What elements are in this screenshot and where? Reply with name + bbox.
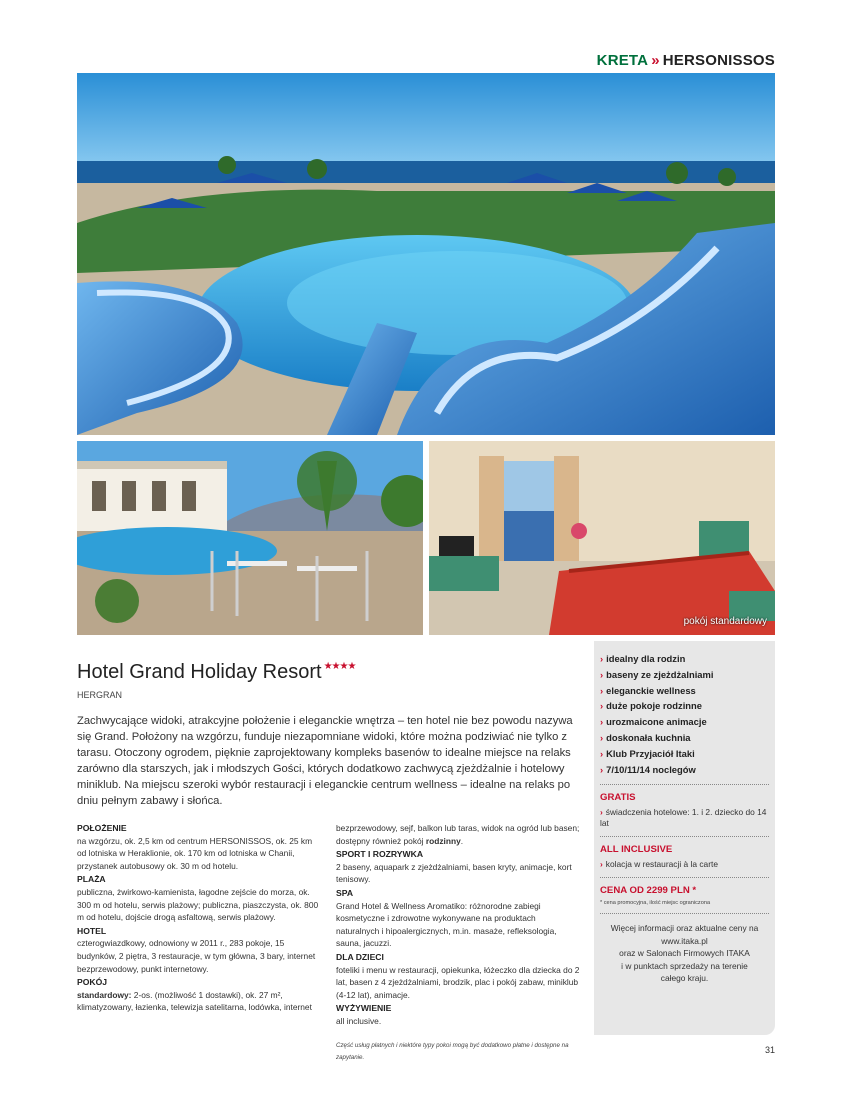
details-column-2	[336, 822, 580, 1066]
star-rating: ★★★★	[323, 661, 356, 672]
breadcrumb-separator: »	[651, 52, 660, 69]
hotel-title	[77, 661, 355, 684]
hotel-code: HERGRAN	[77, 690, 123, 700]
highlights-list	[600, 651, 769, 777]
photo-restaurant-terrace	[77, 441, 423, 635]
section-text-sport: 2 baseny, aquapark z zjeżdżalniami, basen kryty, animacje, kort tenisowy.	[336, 861, 572, 885]
section-title-spa: SPA	[336, 887, 354, 898]
divider	[600, 784, 769, 785]
highlight-item: › Klub Przyjaciół Itaki	[600, 747, 695, 759]
price-note: * cena promocyjna, ilość miejsc ograniczona	[600, 900, 711, 907]
section-title-pokoj: POKÓJ	[77, 977, 108, 988]
section-title-sport: SPORT I ROZRYWKA	[336, 849, 424, 860]
section-title-dzieci: DLA DZIECI	[336, 951, 384, 962]
room-type-label: standardowy:	[77, 989, 132, 1000]
photo-standard-room	[429, 441, 775, 635]
section-text-dzieci: foteliki i menu w restauracji, opiekunka, łóżeczko dla dziecka do 2 lat, basen z 4 zjeżdżalniami, brodzik, plac i pokój zabaw, miniklub (4-12 lat), animacje.	[336, 964, 580, 1000]
hotel-name: Hotel Grand Holiday Resort	[77, 661, 322, 683]
region-breadcrumb	[597, 52, 775, 69]
details-column-1	[77, 822, 321, 1015]
fine-print: Część usług płatnych i niektóre typy pokoi mogą być dodatkowo płatne i dostępne na zapytanie.	[336, 1041, 569, 1062]
divider	[600, 836, 769, 837]
chevron-right-icon: ›	[600, 763, 604, 775]
all-inclusive-heading: ALL INCLUSIVE	[600, 844, 673, 856]
gratis-text: › świadczenia hotelowe: 1. i 2. dziecko do 14 lat	[600, 807, 767, 829]
chevron-right-icon: ›	[600, 700, 604, 712]
section-text-spa: Grand Hotel & Wellness Aromatiko: różnorodne zabiegi kosmetyczne i zdrowotne wykonywane na produktach naturalnych i hipoalergicznych, m.in. masaże, refleksologia, sauna, jacuzzi.	[336, 900, 557, 949]
section-text-plaza: publiczna, żwirkowo-kamienista, łagodne zejście do morza, ok. 300 m od hotelu, serwis plażowy; publiczna, piaszczysta, ok. 800 m od hotelu, dojście drogą asfaltową, serwis plażowy.	[77, 886, 319, 923]
highlight-item: › duże pokoje rodzinne	[600, 700, 702, 712]
chevron-right-icon: ›	[600, 653, 604, 664]
room-description-continued: bezprzewodowy, sejf, balkon lub taras, widok na ogród lub basen; dostępny również pokój rodzinny.	[336, 823, 580, 846]
section-title-hotel: HOTEL	[77, 925, 107, 936]
website-link[interactable]: www.itaka.pl	[661, 935, 708, 946]
region-name: KRETA	[596, 52, 649, 69]
divider	[600, 913, 769, 914]
hotel-lead-paragraph: Zachwycające widoki, atrakcyjne położenie i eleganckie wnętrza – ten hotel nie bez powodu nazywa się Grand. Położony na wzgórzu, funduje niezapomniane widoki, które można podziwiać nie tylko z tarasu. Otoczony ogrodem, pięknie zaprojektowany kompleks basenów to idealne miejsce na relaks zarówno dla starszych, jak i młodszych Gości, których dodatkowo zachwycą zjeżdżalnie i hotelowy miniklub. Na miejscu szeroki wybór restauracji i eleganckie centrum wellness – idealne na relaks po dniu pełnym zabawy i słońca.	[77, 715, 573, 807]
chevron-right-icon: ›	[600, 716, 604, 728]
chevron-right-icon: ›	[600, 668, 604, 680]
section-title-wyzywienie: WYŻYWIENIE	[336, 1003, 392, 1014]
highlight-item: › urozmaicone animacje	[600, 716, 707, 728]
photo-caption: pokój standardowy	[683, 616, 767, 627]
price-heading: CENA OD 2299 PLN *	[600, 885, 697, 897]
room-description: 2-os. (możliwość 1 dostawki), ok. 27 m², klimatyzowany, łazienka, telewizja satelitarna, lodówka, internet	[77, 989, 312, 1013]
chevron-right-icon: ›	[600, 807, 603, 818]
highlight-item: › eleganckie wellness	[600, 684, 696, 696]
highlight-item: › idealny dla rodzin	[600, 653, 686, 664]
highlight-item: › 7/10/11/14 noclegów	[600, 763, 696, 775]
section-text-wyzywienie: all inclusive.	[336, 1015, 382, 1026]
chevron-right-icon: ›	[600, 731, 604, 743]
section-text-hotel: czterogwiazdkowy, odnowiony w 2011 r., 283 pokoje, 15 budynków, 2 piętra, 3 restauracje, w tym główna, 3 bary, internet bezprzewodowy, punkt internetowy.	[77, 938, 316, 974]
section-text-pokoj	[77, 989, 321, 1014]
photo-pool-waterslides	[77, 73, 775, 435]
all-inclusive-text: › kolacja w restauracji à la carte	[600, 859, 718, 870]
family-room-label: rodzinny	[425, 835, 461, 846]
section-title-plaza: PLAŻA	[77, 874, 106, 885]
section-text-polozenie: na wzgórzu, ok. 2,5 km od centrum HERSONISSOS, ok. 25 km od lotniska w Heraklionie, ok. 170 km od lotniska w Chanii, przystanek autobusowy ok. 30 m od hotelu.	[77, 835, 313, 871]
section-title-polozenie: POŁOŻENIE	[77, 823, 127, 833]
chevron-right-icon: ›	[600, 684, 604, 696]
place-name: HERSONISSOS	[662, 52, 775, 69]
chevron-right-icon: ›	[600, 747, 604, 759]
highlight-item: › doskonała kuchnia	[600, 731, 691, 743]
highlight-item: › baseny ze zjeżdżalniami	[600, 668, 714, 680]
divider	[600, 877, 769, 878]
page-number: 31	[764, 1045, 775, 1055]
gratis-heading: GRATIS	[600, 792, 636, 804]
offer-sidebar	[594, 641, 775, 1035]
chevron-right-icon: ›	[600, 859, 603, 870]
more-info-block: Więcej informacji oraz aktualne ceny na www.itaka.pl oraz w Salonach Firmowych ITAKA i w punktach sprzedaży na terenie całego kraju.	[600, 922, 769, 984]
